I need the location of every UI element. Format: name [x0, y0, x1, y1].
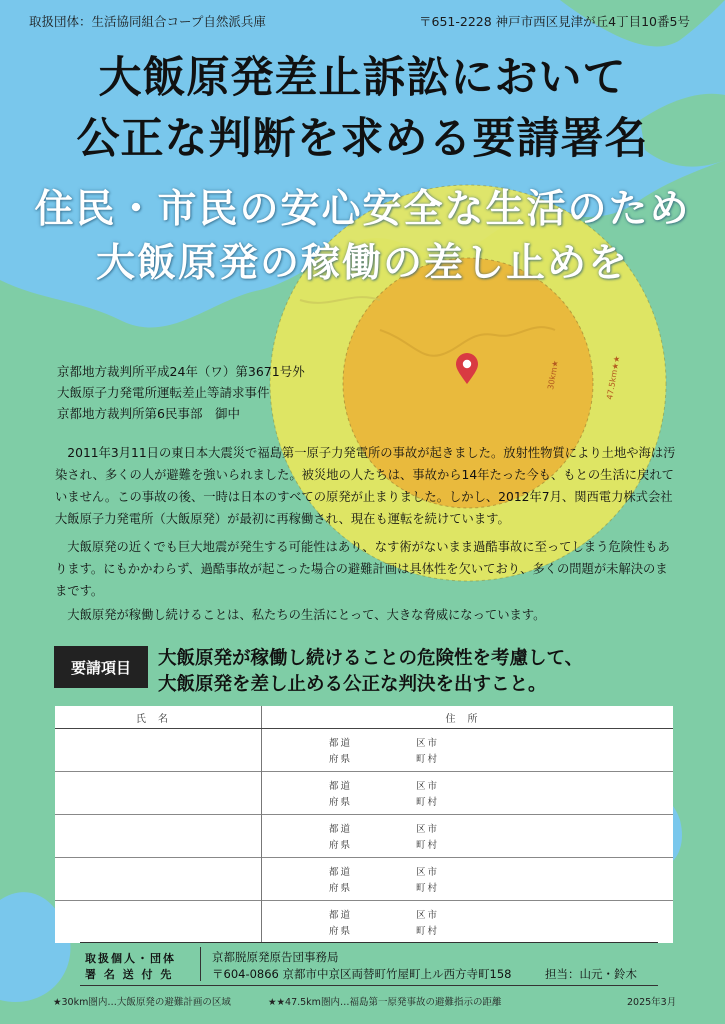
note-47km: ★★47.5km圏内…福島第一原発事故の避難指示の距離 — [268, 997, 502, 1008]
subtitle-line1: 住民・市民の安心安全な生活のため — [34, 187, 691, 232]
prefecture-bottom-label: 府県 — [329, 754, 353, 765]
city-top-label: 区市 — [416, 781, 440, 792]
signature-name-cell[interactable] — [55, 858, 262, 901]
city-bottom-label: 町村 — [416, 926, 440, 937]
prefecture-bottom-label: 府県 — [329, 883, 353, 894]
prefecture-bottom-label: 府県 — [329, 926, 353, 937]
signature-name-cell[interactable] — [55, 901, 262, 944]
prefecture-top-label: 都道 — [329, 824, 353, 835]
signature-name-cell[interactable] — [55, 815, 262, 858]
body-paragraph-2: 大飯原発の近くでも巨大地震が発生する可能性はあり、なす術がないまま過酷事故に至ってしまう危険性もあります。にもかかわらず、過酷事故が起こった場合の避難計画は具体性を欠いており、多くの問題が未解決のままです。 — [55, 540, 670, 598]
main-title-line1: 大飯原発差止訴訟において — [98, 53, 627, 103]
court-division: 京都地方裁判所第6民事部 御中 — [57, 406, 240, 421]
prefecture-top-label: 都道 — [329, 781, 353, 792]
footer-top-rule — [80, 942, 658, 943]
city-bottom-label: 町村 — [416, 797, 440, 808]
prefecture-top-label: 都道 — [329, 738, 353, 749]
court-case-number: 京都地方裁判所平成24年（ワ）第3671号外 — [57, 364, 305, 379]
footer-organization: 京都脱原発原告団事務局 — [212, 950, 339, 964]
signature-address-cell[interactable] — [262, 772, 674, 815]
signature-address-cell[interactable] — [262, 815, 674, 858]
prefecture-bottom-label: 府県 — [329, 797, 353, 808]
issue-date: 2025年3月 — [627, 997, 677, 1008]
main-title-line2: 公正な判断を求める要請署名 — [76, 114, 649, 164]
signature-row — [55, 901, 673, 944]
footer-address: 〒604-0866 京都市中京区両替町竹屋町上ル西方寺町158 — [212, 967, 512, 981]
inner-ring-label: 30km★ — [546, 359, 561, 391]
request-line1: 大飯原発が稼働し続けることの危険性を考慮して、 — [158, 648, 584, 669]
signature-address-cell[interactable] — [262, 858, 674, 901]
signature-row — [55, 772, 673, 815]
signature-row — [55, 815, 673, 858]
city-bottom-label: 町村 — [416, 754, 440, 765]
footer-label-handler: 取扱個人・団体 — [85, 952, 176, 965]
address-column-header: 住所 — [262, 706, 674, 729]
city-top-label: 区市 — [416, 738, 440, 749]
prefecture-bottom-label: 府県 — [329, 840, 353, 851]
prefecture-top-label: 都道 — [329, 867, 353, 878]
body-paragraph-1: 2011年3月11日の東日本大震災で福島第一原子力発電所の事故が起きました。放射性物質により土地や海は汚染され、多くの人が避難を強いられました。被災地の人たちは、事故から14年たった今も、もとの生活に戻れていません。この事故の後、一時は日本のすべての原発が止まりました。しかし、2012年7月、関西電力株式会社大飯原子力発電所（大飯原発）が最初に再稼働され、現在も運転を続けています。 — [55, 446, 676, 526]
city-top-label: 区市 — [416, 910, 440, 921]
request-label: 要請項目 — [54, 646, 148, 688]
signature-address-cell[interactable] — [262, 729, 674, 772]
footer-divider — [200, 947, 201, 981]
city-top-label: 区市 — [416, 824, 440, 835]
signature-row — [55, 729, 673, 772]
footer-contact: 担当：山元・鈴木 — [545, 967, 637, 981]
body-paragraph-3: 大飯原発が稼働し続けることは、私たちの生活にとって、大きな脅威になっています。 — [67, 608, 546, 622]
city-bottom-label: 町村 — [416, 840, 440, 851]
court-case-name: 大飯原子力発電所運転差止等請求事件 — [57, 385, 270, 400]
signature-name-cell[interactable] — [55, 772, 262, 815]
signature-row — [55, 858, 673, 901]
subtitle-line2: 大飯原発の稼働の差し止めを — [95, 241, 629, 286]
signature-table — [55, 706, 673, 943]
handler-organization: 取扱団体：生活協同組合コープ自然派兵庫 — [29, 14, 266, 29]
city-bottom-label: 町村 — [416, 883, 440, 894]
handler-address: 〒651-2228 神戸市西区見津が丘4丁目10番5号 — [419, 14, 690, 29]
signature-address-cell[interactable] — [262, 901, 674, 944]
note-30km: ★30km圏内…大飯原発の避難計画の区域 — [53, 997, 231, 1008]
name-column-header: 氏名 — [55, 706, 262, 729]
city-top-label: 区市 — [416, 867, 440, 878]
signature-name-cell[interactable] — [55, 729, 262, 772]
footer-bottom-rule — [80, 985, 658, 986]
request-line2: 大飯原発を差し止める公正な判決を出すこと。 — [158, 674, 547, 695]
footer-label-send: 署 名 送 付 先 — [85, 968, 174, 981]
prefecture-top-label: 都道 — [329, 910, 353, 921]
outer-ring-label: 47.5km★★ — [605, 354, 622, 401]
